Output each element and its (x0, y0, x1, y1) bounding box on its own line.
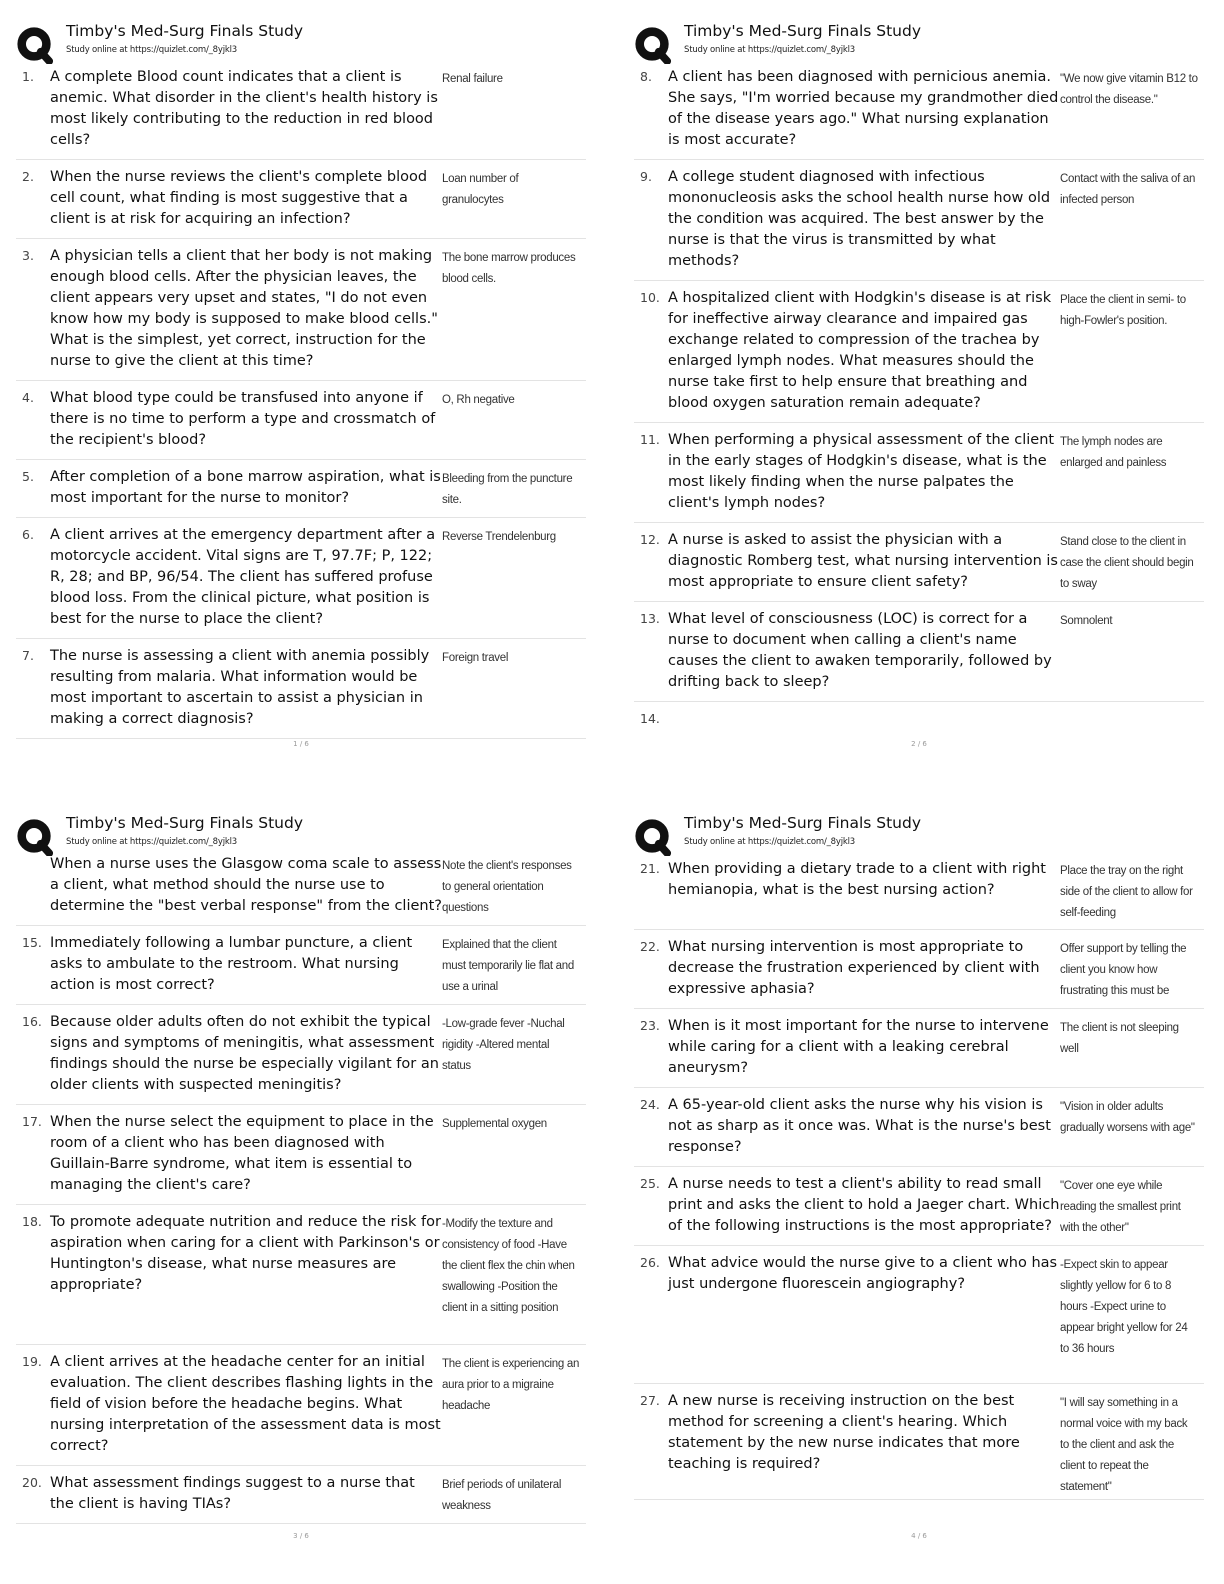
qa-item (634, 1167, 1204, 1246)
page-header (634, 810, 1204, 852)
qa-item (634, 60, 1204, 160)
question-text: A college student diagnosed with infectious mononucleosis asks the school health nurse how old the condition was acquired. The best answer by the nurse is that the virus is transmitted by what methods? (668, 169, 1051, 269)
question-number: 12. (640, 532, 660, 547)
answer-text: The lymph nodes are enlarged and painless (1060, 436, 1167, 469)
question-number: 18. (22, 1214, 42, 1229)
qa-item (634, 1088, 1204, 1167)
question-text: A nurse needs to test a client's ability to read small print and asks the client to hold a Jaeger chart. Which of the following instructions is the most appropriate? (668, 1176, 1060, 1234)
question-list (16, 60, 586, 739)
answer-text: The bone marrow produces blood cells. (442, 252, 576, 285)
answer-text: Reverse Trendelenburg (442, 531, 556, 543)
qa-item (634, 160, 1204, 281)
answer-text: "We now give vitamin B12 to control the disease." (1060, 73, 1198, 106)
answer-text: Somnolent (1060, 615, 1113, 627)
question-number: 11. (640, 432, 660, 447)
question-number: 23. (640, 1018, 660, 1033)
qa-item (16, 381, 586, 460)
qa-item (634, 852, 1204, 930)
question-text: What level of consciousness (LOC) is correct for a nurse to document when calling a client's name causes the client to awaken temporarily, followed by drifting back to sleep? (668, 611, 1052, 690)
question-text: A nurse is asked to assist the physician with a diagnostic Romberg test, what nursing intervention is most appropriate to ensure client safety? (668, 532, 1058, 590)
question-number: 7. (22, 648, 34, 663)
document-title: Timby's Med-Surg Finals Study (66, 22, 304, 40)
question-number: 5. (22, 469, 34, 484)
question-number: 6. (22, 527, 34, 542)
question-number: 14. (640, 711, 660, 726)
qa-item (16, 1345, 586, 1466)
answer-text: Offer support by telling the client you know how frustrating this must be (1060, 943, 1187, 997)
page-header (16, 810, 586, 852)
answer-text: Loan number of granulocytes (442, 173, 519, 206)
qa-item (16, 239, 586, 381)
document-subtitle: Study online at https://quizlet.com/_8yjkl3 (66, 837, 237, 847)
qa-item (16, 1466, 586, 1524)
qa-item (16, 926, 586, 1005)
qa-item (634, 281, 1204, 423)
answer-text: -Expect skin to appear slightly yellow for 6 to 8 hours -Expect urine to appear bright yellow for 24 to 36 hours (1060, 1259, 1188, 1355)
answer-text: Bleeding from the puncture site. (442, 473, 573, 506)
question-text: The nurse is assessing a client with anemia possibly resulting from malaria. What information would be most important to ascertain to assist a physician in making a correct diagnosis? (50, 648, 430, 727)
question-text: What nursing intervention is most appropriate to decrease the frustration experienced by client with expressive aphasia? (668, 939, 1040, 997)
document-title: Timby's Med-Surg Finals Study (684, 814, 922, 832)
answer-text: "I will say something in a normal voice with my back to the client and ask the client to repeat the statement" (1060, 1397, 1188, 1493)
qa-item (634, 1009, 1204, 1088)
question-number: 15. (22, 935, 42, 950)
qa-item (16, 518, 586, 639)
qa-item (634, 602, 1204, 702)
question-text: Immediately following a lumbar puncture, a client asks to ambulate to the restroom. What nursing action is most correct? (50, 935, 413, 993)
qa-item (634, 1246, 1204, 1384)
page-1 (16, 18, 586, 758)
page-number: 1 / 6 (293, 740, 309, 748)
question-number: 22. (640, 939, 660, 954)
answer-text: -Modify the texture and consistency of food -Have the client flex the chin when swallowing -Position the client in a sitting position (442, 1218, 575, 1314)
answer-text: Contact with the saliva of an infected person (1060, 173, 1196, 206)
question-text: A new nurse is receiving instruction on the best method for screening a client's hearing. Which statement by the new nurse indicates that more teaching is required? (668, 1393, 1020, 1472)
question-text: When performing a physical assessment of the client in the early stages of Hodgkin's disease, what is the most likely finding when the nurse palpates the client's lymph nodes? (668, 432, 1055, 511)
quizlet-logo-icon (634, 818, 672, 856)
answer-text: O, Rh negative (442, 394, 515, 406)
question-number: 19. (22, 1354, 42, 1369)
question-number: 2. (22, 169, 34, 184)
answer-text: "Vision in older adults gradually worsens with age" (1060, 1101, 1195, 1134)
page-header (16, 18, 586, 60)
answer-text: Stand close to the client in case the client should begin to sway (1060, 536, 1194, 590)
qa-item (634, 702, 1204, 738)
question-text: When a nurse uses the Glasgow coma scale to assess a client, what method should the nurse use to determine the "best verbal response" from the client? (50, 856, 442, 914)
question-number: 21. (640, 861, 660, 876)
page-header (634, 18, 1204, 60)
qa-item (16, 1205, 586, 1345)
answer-text: Foreign travel (442, 652, 509, 664)
answer-text: Place the client in semi- to high-Fowler's position. (1060, 294, 1186, 327)
qa-item (16, 160, 586, 239)
answer-text: -Low-grade fever -Nuchal rigidity -Altered mental status (442, 1018, 565, 1072)
document-subtitle: Study online at https://quizlet.com/_8yjkl3 (66, 45, 237, 55)
page-number: 4 / 6 (911, 1532, 927, 1540)
question-number: 24. (640, 1097, 660, 1112)
quizlet-logo-icon (16, 26, 54, 64)
question-text: When the nurse select the equipment to place in the room of a client who has been diagnosed with Guillain-Barre syndrome, what item is essential to managing the client's care? (50, 1114, 434, 1193)
answer-text: Supplemental oxygen (442, 1118, 547, 1130)
question-text: Because older adults often do not exhibit the typical signs and symptoms of meningitis, what assessment findings should the nurse be especially vigilant for an older clients with suspected meningitis? (50, 1014, 439, 1093)
question-number: 8. (640, 69, 652, 84)
page-number: 3 / 6 (293, 1532, 309, 1540)
question-text: What blood type could be transfused into anyone if there is no time to perform a type and crossmatch of the recipient's blood? (50, 390, 436, 448)
quizlet-logo-icon (634, 26, 672, 64)
question-number: 13. (640, 611, 660, 626)
question-list (634, 60, 1204, 738)
quizlet-logo-icon (16, 818, 54, 856)
question-text: When the nurse reviews the client's complete blood cell count, what finding is most suggestive that a client is at risk for acquiring an infection? (50, 169, 428, 227)
question-number: 25. (640, 1176, 660, 1191)
page-number: 2 / 6 (911, 740, 927, 748)
question-number: 1. (22, 69, 34, 84)
qa-item (16, 852, 586, 926)
answer-text: Note the client's responses to general orientation questions (442, 860, 572, 914)
answer-text: Renal failure (442, 73, 503, 85)
qa-item (634, 930, 1204, 1009)
question-text: A physician tells a client that her body is not making enough blood cells. After the physician leaves, the client appears very upset and states, "I do not even know how my body is supposed to make blood cells." What is the simplest, yet correct, instruction for the nurse to give the client at this time? (50, 248, 438, 369)
question-number: 9. (640, 169, 652, 184)
qa-item (634, 423, 1204, 523)
question-text: To promote adequate nutrition and reduce the risk for aspiration when caring for a client with Parkinson's or Huntington's disease, what nurse measures are appropriate? (50, 1214, 441, 1293)
question-number: 4. (22, 390, 34, 405)
question-number: 3. (22, 248, 34, 263)
question-text: A 65-year-old client asks the nurse why his vision is not as sharp as it once was. What is the nurse's best response? (668, 1097, 1051, 1155)
question-text: When providing a dietary trade to a client with right hemianopia, what is the best nursing action? (668, 861, 1046, 898)
page-2 (634, 18, 1204, 758)
page-3 (16, 810, 586, 1550)
question-text: After completion of a bone marrow aspiration, what is most important for the nurse to monitor? (50, 469, 441, 506)
qa-item (634, 523, 1204, 602)
question-list (16, 852, 586, 1524)
answer-text: "Cover one eye while reading the smallest print with the other" (1060, 1180, 1181, 1234)
qa-item (16, 60, 586, 160)
qa-item (16, 639, 586, 739)
document-subtitle: Study online at https://quizlet.com/_8yjkl3 (684, 45, 855, 55)
question-number: 20. (22, 1475, 42, 1490)
question-number: 10. (640, 290, 660, 305)
qa-item (16, 1105, 586, 1205)
question-text: A client arrives at the headache center for an initial evaluation. The client describes flashing lights in the field of vision before the headache begins. What nursing interpretation of the assessment data is most correct? (50, 1354, 441, 1454)
answer-text: Place the tray on the right side of the client to allow for self-feeding (1060, 865, 1193, 919)
answer-text: Brief periods of unilateral weakness (442, 1479, 562, 1512)
question-number: 17. (22, 1114, 42, 1129)
question-number: 27. (640, 1393, 660, 1408)
document-title: Timby's Med-Surg Finals Study (66, 814, 304, 832)
question-text: A client has been diagnosed with pernicious anemia. She says, "I'm worried because my grandmother died of the disease years ago." What nursing explanation is most accurate? (668, 69, 1059, 148)
question-number: 26. (640, 1255, 660, 1270)
question-text: A hospitalized client with Hodgkin's disease is at risk for ineffective airway clearance and impaired gas exchange related to compression of the trachea by enlarged lymph nodes. What measures should the nurse take first to help ensure that breathing and blood oxygen saturation remain adequate? (668, 290, 1052, 411)
question-number: 16. (22, 1014, 42, 1029)
answer-text: The client is not sleeping well (1060, 1022, 1179, 1055)
question-text: A client arrives at the emergency department after a motorcycle accident. Vital signs are T, 97.7F; P, 122; R, 28; and BP, 96/54. The client has suffered profuse blood loss. From the clinical picture, what position is best for the nurse to place the client? (50, 527, 436, 627)
answer-text: The client is experiencing an aura prior to a migraine headache (442, 1358, 580, 1412)
question-text: What advice would the nurse give to a client who has just undergone fluorescein angiography? (668, 1255, 1058, 1292)
document-title: Timby's Med-Surg Finals Study (684, 22, 922, 40)
answer-text: Explained that the client must temporarily lie flat and use a urinal (442, 939, 574, 993)
question-text: What assessment findings suggest to a nurse that the client is having TIAs? (50, 1475, 415, 1512)
question-list (634, 852, 1204, 1500)
question-text: A complete Blood count indicates that a client is anemic. What disorder in the client's health history is most likely contributing to the reduction in red blood cells? (50, 69, 438, 148)
page-4 (634, 810, 1204, 1550)
qa-item (16, 460, 586, 518)
document-subtitle: Study online at https://quizlet.com/_8yjkl3 (684, 837, 855, 847)
qa-item (16, 1005, 586, 1105)
qa-item (634, 1384, 1204, 1500)
question-text: When is it most important for the nurse to intervene while caring for a client with a leaking cerebral aneurysm? (668, 1018, 1049, 1076)
